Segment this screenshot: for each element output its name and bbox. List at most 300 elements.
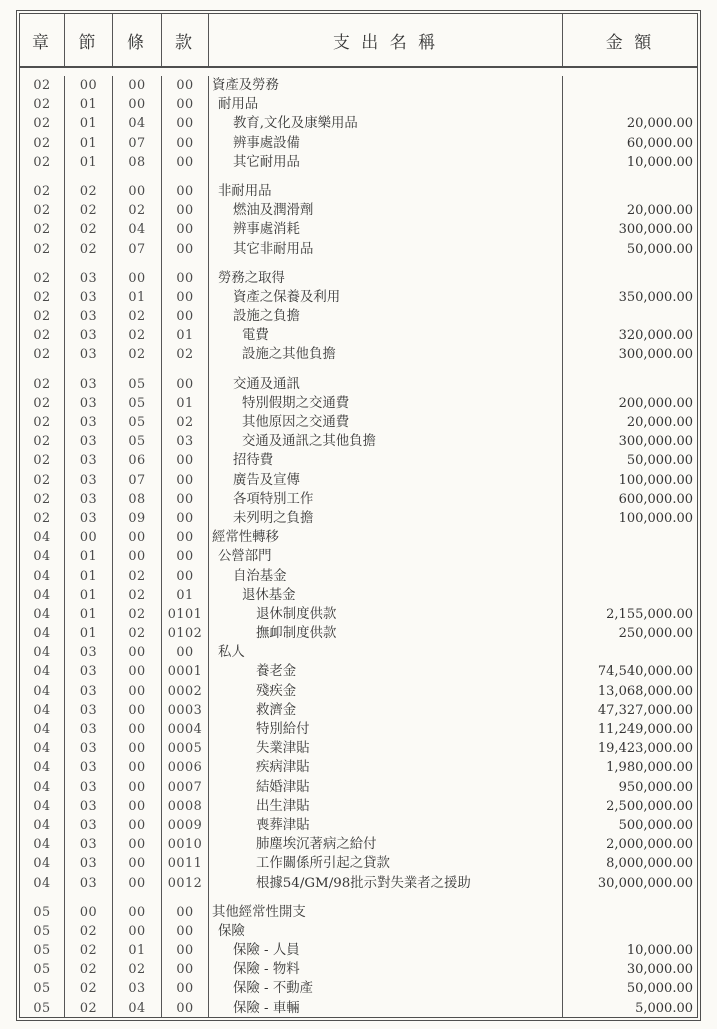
table-row xyxy=(20,854,697,873)
amount-cell: 8,000,000.00 xyxy=(606,856,693,872)
article-code-cell: 00 xyxy=(113,528,162,547)
expense-name-cell: 各項特別工作 xyxy=(209,490,563,509)
chapter-code-cell: 05 xyxy=(20,979,65,998)
expense-name-cell: 撫卹制度供款 xyxy=(209,624,563,643)
table-row xyxy=(20,114,697,133)
item-code-cell: 0009 xyxy=(162,816,209,835)
item-code-cell: 00 xyxy=(162,999,209,1017)
expense-name-cell: 辨事處設備 xyxy=(209,134,563,153)
article-code-cell: 04 xyxy=(113,999,162,1017)
section-code-cell: 02 xyxy=(65,182,113,201)
amount-cell xyxy=(563,547,697,566)
item-code-cell: 00 xyxy=(162,307,209,326)
article-code-cell: 06 xyxy=(113,451,162,470)
section-code-cell: 03 xyxy=(65,394,113,413)
amount-cell: 20,000.00 xyxy=(626,116,693,132)
amount-cell: 300,000.00 xyxy=(618,347,693,363)
chapter-code-cell: 02 xyxy=(20,326,65,345)
expense-name-cell: 設施之其他負擔 xyxy=(209,345,563,364)
amount-cell: 20,000.00 xyxy=(626,203,693,219)
empty-cell xyxy=(162,365,209,375)
item-code-cell: 00 xyxy=(162,182,209,201)
section-code-cell: 03 xyxy=(65,413,113,432)
chapter-code-cell: 02 xyxy=(20,134,65,153)
amount-cell: 47,327,000.00 xyxy=(597,702,693,718)
header-cell-section: 節 xyxy=(65,14,113,66)
article-code-cell: 00 xyxy=(113,643,162,662)
amount-cell: 2,500,000.00 xyxy=(606,798,693,814)
empty-cell xyxy=(563,259,697,269)
item-code-cell: 0010 xyxy=(162,835,209,854)
section-code-cell: 02 xyxy=(65,922,113,941)
item-code-cell: 00 xyxy=(162,490,209,509)
item-code-cell: 00 xyxy=(162,95,209,114)
chapter-code-cell: 04 xyxy=(20,701,65,720)
article-code-cell: 01 xyxy=(113,288,162,307)
expense-name-cell: 資產及勞務 xyxy=(209,76,563,95)
table-row xyxy=(20,326,697,345)
item-code-cell: 00 xyxy=(162,240,209,259)
item-code-cell: 00 xyxy=(162,451,209,470)
article-code-cell: 00 xyxy=(113,797,162,816)
chapter-code-cell: 05 xyxy=(20,922,65,941)
chapter-code-cell: 04 xyxy=(20,662,65,681)
table-row xyxy=(20,471,697,490)
table-row xyxy=(20,345,697,364)
section-code-cell: 02 xyxy=(65,201,113,220)
section-code-cell: 03 xyxy=(65,375,113,394)
expense-name-cell: 保險 - 物料 xyxy=(209,960,563,979)
section-code-cell: 03 xyxy=(65,345,113,364)
article-code-cell: 01 xyxy=(113,941,162,960)
article-code-cell: 00 xyxy=(113,922,162,941)
chapter-code-cell: 04 xyxy=(20,739,65,758)
section-code-cell: 03 xyxy=(65,269,113,288)
table-row xyxy=(20,999,697,1017)
expense-name-cell: 非耐用品 xyxy=(209,182,563,201)
amount-cell: 500,000.00 xyxy=(618,817,693,833)
article-code-cell: 04 xyxy=(113,220,162,239)
table-row xyxy=(20,201,697,220)
expense-name-cell: 經常性轉移 xyxy=(209,528,563,547)
item-code-cell: 00 xyxy=(162,76,209,95)
article-code-cell: 05 xyxy=(113,432,162,451)
amount-cell xyxy=(563,182,697,201)
expense-name-cell: 保險 - 人員 xyxy=(209,941,563,960)
amount-cell: 13,068,000.00 xyxy=(597,683,693,699)
article-code-cell: 00 xyxy=(113,758,162,777)
amount-cell xyxy=(563,375,697,394)
empty-cell xyxy=(113,893,162,903)
item-code-cell: 03 xyxy=(162,432,209,451)
chapter-code-cell: 02 xyxy=(20,490,65,509)
article-code-cell: 02 xyxy=(113,586,162,605)
chapter-code-cell: 04 xyxy=(20,547,65,566)
expense-name-cell: 私人 xyxy=(209,643,563,662)
amount-cell: 50,000.00 xyxy=(626,453,693,469)
table-row xyxy=(20,490,697,509)
chapter-code-cell: 05 xyxy=(20,941,65,960)
chapter-code-cell: 04 xyxy=(20,605,65,624)
expense-name-cell: 結婚津貼 xyxy=(209,778,563,797)
amount-cell: 30,000.00 xyxy=(626,962,693,978)
section-code-cell: 01 xyxy=(65,547,113,566)
article-code-cell: 04 xyxy=(113,114,162,133)
chapter-code-cell: 05 xyxy=(20,960,65,979)
item-code-cell: 0101 xyxy=(162,605,209,624)
article-code-cell: 02 xyxy=(113,307,162,326)
expense-name-cell: 失業津貼 xyxy=(209,739,563,758)
article-code-cell: 00 xyxy=(113,874,162,893)
article-code-cell: 00 xyxy=(113,182,162,201)
section-code-cell: 03 xyxy=(65,701,113,720)
table-row xyxy=(20,758,697,777)
chapter-code-cell: 02 xyxy=(20,375,65,394)
table-row xyxy=(20,778,697,797)
amount-cell: 10,000.00 xyxy=(626,943,693,959)
section-code-cell: 02 xyxy=(65,220,113,239)
empty-cell xyxy=(209,893,563,903)
amount-cell xyxy=(563,903,697,922)
chapter-code-cell: 05 xyxy=(20,999,65,1017)
section-code-cell: 02 xyxy=(65,941,113,960)
empty-cell xyxy=(65,172,113,182)
expense-name-cell: 保險 - 車輛 xyxy=(209,999,563,1017)
item-code-cell: 00 xyxy=(162,220,209,239)
chapter-code-cell: 05 xyxy=(20,903,65,922)
expense-name-cell: 救濟金 xyxy=(209,701,563,720)
article-code-cell: 02 xyxy=(113,567,162,586)
section-code-cell: 01 xyxy=(65,95,113,114)
chapter-code-cell: 02 xyxy=(20,471,65,490)
expense-name-cell: 未列明之負擔 xyxy=(209,509,563,528)
table-row xyxy=(20,797,697,816)
section-code-cell: 03 xyxy=(65,509,113,528)
section-code-cell: 03 xyxy=(65,739,113,758)
expense-name-cell: 退休基金 xyxy=(209,586,563,605)
expense-name-cell: 疾病津貼 xyxy=(209,758,563,777)
table-row xyxy=(20,288,697,307)
table-row xyxy=(20,835,697,854)
article-code-cell: 08 xyxy=(113,153,162,172)
table-row xyxy=(20,153,697,172)
spacer-row xyxy=(20,365,697,375)
amount-cell: 2,000,000.00 xyxy=(606,837,693,853)
item-code-cell: 00 xyxy=(162,201,209,220)
article-code-cell: 07 xyxy=(113,471,162,490)
table-row xyxy=(20,682,697,701)
chapter-code-cell: 04 xyxy=(20,720,65,739)
expense-name-cell: 根據54/GM/98批示對失業者之援助 xyxy=(209,874,563,893)
expense-name-cell: 自治基金 xyxy=(209,567,563,586)
item-code-cell: 00 xyxy=(162,528,209,547)
expense-name-cell: 燃油及潤滑劑 xyxy=(209,201,563,220)
expense-name-cell: 招待費 xyxy=(209,451,563,470)
empty-cell xyxy=(162,893,209,903)
chapter-code-cell: 04 xyxy=(20,778,65,797)
item-code-cell: 0002 xyxy=(162,682,209,701)
header-cell-expense-name: 支 出 名 稱 xyxy=(209,14,563,66)
table-row xyxy=(20,874,697,893)
item-code-cell: 00 xyxy=(162,941,209,960)
section-code-cell: 01 xyxy=(65,624,113,643)
item-code-cell: 00 xyxy=(162,375,209,394)
header-cell-amount: 金 額 xyxy=(605,32,655,53)
amount-cell: 1,980,000.00 xyxy=(606,760,693,776)
chapter-code-cell: 02 xyxy=(20,76,65,95)
article-code-cell: 02 xyxy=(113,605,162,624)
amount-cell: 250,000.00 xyxy=(618,626,693,642)
item-code-cell: 00 xyxy=(162,960,209,979)
expense-name-cell: 工作關係所引起之貸款 xyxy=(209,854,563,873)
table-row xyxy=(20,624,697,643)
item-code-cell: 02 xyxy=(162,345,209,364)
item-code-cell: 00 xyxy=(162,269,209,288)
amount-cell xyxy=(563,76,697,95)
article-code-cell: 05 xyxy=(113,375,162,394)
article-code-cell: 00 xyxy=(113,854,162,873)
amount-cell: 950,000.00 xyxy=(618,779,693,795)
section-code-cell: 03 xyxy=(65,720,113,739)
expense-name-cell: 保險 - 不動產 xyxy=(209,979,563,998)
item-code-cell: 00 xyxy=(162,509,209,528)
table-row xyxy=(20,567,697,586)
amount-cell xyxy=(563,269,697,288)
empty-cell xyxy=(563,365,697,375)
item-code-cell: 01 xyxy=(162,394,209,413)
article-code-cell: 00 xyxy=(113,778,162,797)
table-row xyxy=(20,605,697,624)
table-row xyxy=(20,701,697,720)
item-code-cell: 00 xyxy=(162,134,209,153)
section-code-cell: 01 xyxy=(65,134,113,153)
table-row xyxy=(20,816,697,835)
table-row xyxy=(20,720,697,739)
chapter-code-cell: 02 xyxy=(20,345,65,364)
article-code-cell: 00 xyxy=(113,682,162,701)
item-code-cell: 00 xyxy=(162,922,209,941)
amount-cell xyxy=(563,528,697,547)
table-row xyxy=(20,662,697,681)
section-code-cell: 01 xyxy=(65,567,113,586)
table-row xyxy=(20,269,697,288)
amount-cell xyxy=(563,586,697,605)
chapter-code-cell: 02 xyxy=(20,240,65,259)
section-code-cell: 03 xyxy=(65,471,113,490)
section-code-cell: 03 xyxy=(65,288,113,307)
item-code-cell: 01 xyxy=(162,326,209,345)
article-code-cell: 00 xyxy=(113,95,162,114)
item-code-cell: 02 xyxy=(162,413,209,432)
amount-cell: 50,000.00 xyxy=(626,241,693,257)
section-code-cell: 03 xyxy=(65,643,113,662)
chapter-code-cell: 02 xyxy=(20,269,65,288)
section-code-cell: 01 xyxy=(65,586,113,605)
table-row xyxy=(20,375,697,394)
amount-cell: 10,000.00 xyxy=(626,154,693,170)
amount-cell: 320,000.00 xyxy=(618,328,693,344)
header-cell-chapter: 章 xyxy=(20,14,65,66)
amount-cell: 300,000.00 xyxy=(618,434,693,450)
spacer-row xyxy=(20,172,697,182)
table-row xyxy=(20,413,697,432)
item-code-cell: 00 xyxy=(162,567,209,586)
empty-cell xyxy=(162,259,209,269)
item-code-cell: 0005 xyxy=(162,739,209,758)
expense-name-cell: 特別假期之交通費 xyxy=(209,394,563,413)
item-code-cell: 00 xyxy=(162,114,209,133)
table-row xyxy=(20,394,697,413)
table-row xyxy=(20,95,697,114)
chapter-code-cell: 02 xyxy=(20,114,65,133)
empty-cell xyxy=(20,365,65,375)
table-row xyxy=(20,240,697,259)
section-code-cell: 03 xyxy=(65,835,113,854)
table-row xyxy=(20,903,697,922)
item-code-cell: 0003 xyxy=(162,701,209,720)
section-code-cell: 02 xyxy=(65,960,113,979)
table-row xyxy=(20,922,697,941)
chapter-code-cell: 02 xyxy=(20,182,65,201)
table-row xyxy=(20,586,697,605)
chapter-code-cell: 02 xyxy=(20,432,65,451)
article-code-cell: 00 xyxy=(113,76,162,95)
amount-cell xyxy=(563,567,697,586)
section-code-cell: 03 xyxy=(65,854,113,873)
article-code-cell: 09 xyxy=(113,509,162,528)
amount-cell: 11,249,000.00 xyxy=(597,722,693,737)
table-row xyxy=(20,134,697,153)
header-cell-article: 條 xyxy=(113,14,162,66)
empty-cell xyxy=(162,172,209,182)
item-code-cell: 0007 xyxy=(162,778,209,797)
amount-cell xyxy=(563,95,697,114)
empty-cell xyxy=(65,365,113,375)
table-row xyxy=(20,432,697,451)
table-row xyxy=(20,979,697,998)
item-code-cell: 0004 xyxy=(162,720,209,739)
expense-name-cell: 其它非耐用品 xyxy=(209,240,563,259)
chapter-code-cell: 04 xyxy=(20,682,65,701)
table-row xyxy=(20,547,697,566)
expense-name-cell: 勞務之取得 xyxy=(209,269,563,288)
budget-table xyxy=(16,10,701,1021)
table-row xyxy=(20,528,697,547)
section-code-cell: 01 xyxy=(65,605,113,624)
article-code-cell: 02 xyxy=(113,345,162,364)
expense-name-cell: 殘疾金 xyxy=(209,682,563,701)
table-header-row xyxy=(20,14,697,68)
amount-cell: 2,155,000.00 xyxy=(606,606,693,622)
chapter-code-cell: 02 xyxy=(20,451,65,470)
chapter-code-cell: 02 xyxy=(20,413,65,432)
amount-cell: 300,000.00 xyxy=(618,222,693,238)
item-code-cell: 00 xyxy=(162,643,209,662)
amount-cell: 350,000.00 xyxy=(618,289,693,305)
expense-name-cell: 設施之負擔 xyxy=(209,307,563,326)
expense-name-cell: 其他經常性開支 xyxy=(209,903,563,922)
section-code-cell: 03 xyxy=(65,490,113,509)
empty-cell xyxy=(20,172,65,182)
table-row xyxy=(20,76,697,95)
empty-cell xyxy=(209,172,563,182)
section-code-cell: 02 xyxy=(65,240,113,259)
table-row xyxy=(20,509,697,528)
article-code-cell: 08 xyxy=(113,490,162,509)
item-code-cell: 0012 xyxy=(162,874,209,893)
empty-cell xyxy=(113,172,162,182)
chapter-code-cell: 04 xyxy=(20,797,65,816)
table-row xyxy=(20,643,697,662)
expense-name-cell: 資產之保養及利用 xyxy=(209,288,563,307)
article-code-cell: 05 xyxy=(113,413,162,432)
amount-cell: 30,000,000.00 xyxy=(597,875,693,891)
section-code-cell: 03 xyxy=(65,432,113,451)
expense-name-cell: 交通及通訊 xyxy=(209,375,563,394)
expense-name-cell: 教育,文化及康樂用品 xyxy=(209,114,563,133)
chapter-code-cell: 02 xyxy=(20,201,65,220)
expense-name-cell: 耐用品 xyxy=(209,95,563,114)
item-code-cell: 0102 xyxy=(162,624,209,643)
section-code-cell: 03 xyxy=(65,797,113,816)
expense-name-cell: 養老金 xyxy=(209,662,563,681)
empty-cell xyxy=(113,365,162,375)
item-code-cell: 00 xyxy=(162,288,209,307)
item-code-cell: 0008 xyxy=(162,797,209,816)
table-row xyxy=(20,739,697,758)
table-row xyxy=(20,307,697,326)
expense-name-cell: 廣告及宣傳 xyxy=(209,471,563,490)
article-code-cell: 00 xyxy=(113,547,162,566)
amount-cell: 19,423,000.00 xyxy=(597,741,693,757)
chapter-code-cell: 04 xyxy=(20,874,65,893)
spacer-row xyxy=(20,259,697,269)
amount-cell xyxy=(563,643,697,662)
table-body xyxy=(20,68,697,1017)
article-code-cell: 07 xyxy=(113,134,162,153)
article-code-cell: 00 xyxy=(113,662,162,681)
amount-cell: 60,000.00 xyxy=(626,135,693,151)
chapter-code-cell: 04 xyxy=(20,835,65,854)
article-code-cell: 00 xyxy=(113,835,162,854)
chapter-code-cell: 04 xyxy=(20,586,65,605)
section-code-cell: 03 xyxy=(65,307,113,326)
section-code-cell: 02 xyxy=(65,979,113,998)
empty-cell xyxy=(20,259,65,269)
chapter-code-cell: 04 xyxy=(20,624,65,643)
item-code-cell: 00 xyxy=(162,979,209,998)
chapter-code-cell: 02 xyxy=(20,95,65,114)
amount-cell: 600,000.00 xyxy=(618,491,693,507)
empty-cell xyxy=(20,893,65,903)
empty-cell xyxy=(563,172,697,182)
chapter-code-cell: 02 xyxy=(20,220,65,239)
section-code-cell: 03 xyxy=(65,326,113,345)
chapter-code-cell: 04 xyxy=(20,758,65,777)
article-code-cell: 00 xyxy=(113,701,162,720)
article-code-cell: 03 xyxy=(113,979,162,998)
chapter-code-cell: 04 xyxy=(20,854,65,873)
section-code-cell: 00 xyxy=(65,903,113,922)
expense-name-cell: 保險 xyxy=(209,922,563,941)
item-code-cell: 0006 xyxy=(162,758,209,777)
empty-cell xyxy=(65,259,113,269)
item-code-cell: 01 xyxy=(162,586,209,605)
section-code-cell: 03 xyxy=(65,662,113,681)
section-code-cell: 03 xyxy=(65,451,113,470)
amount-cell: 100,000.00 xyxy=(618,510,693,526)
item-code-cell: 0001 xyxy=(162,662,209,681)
